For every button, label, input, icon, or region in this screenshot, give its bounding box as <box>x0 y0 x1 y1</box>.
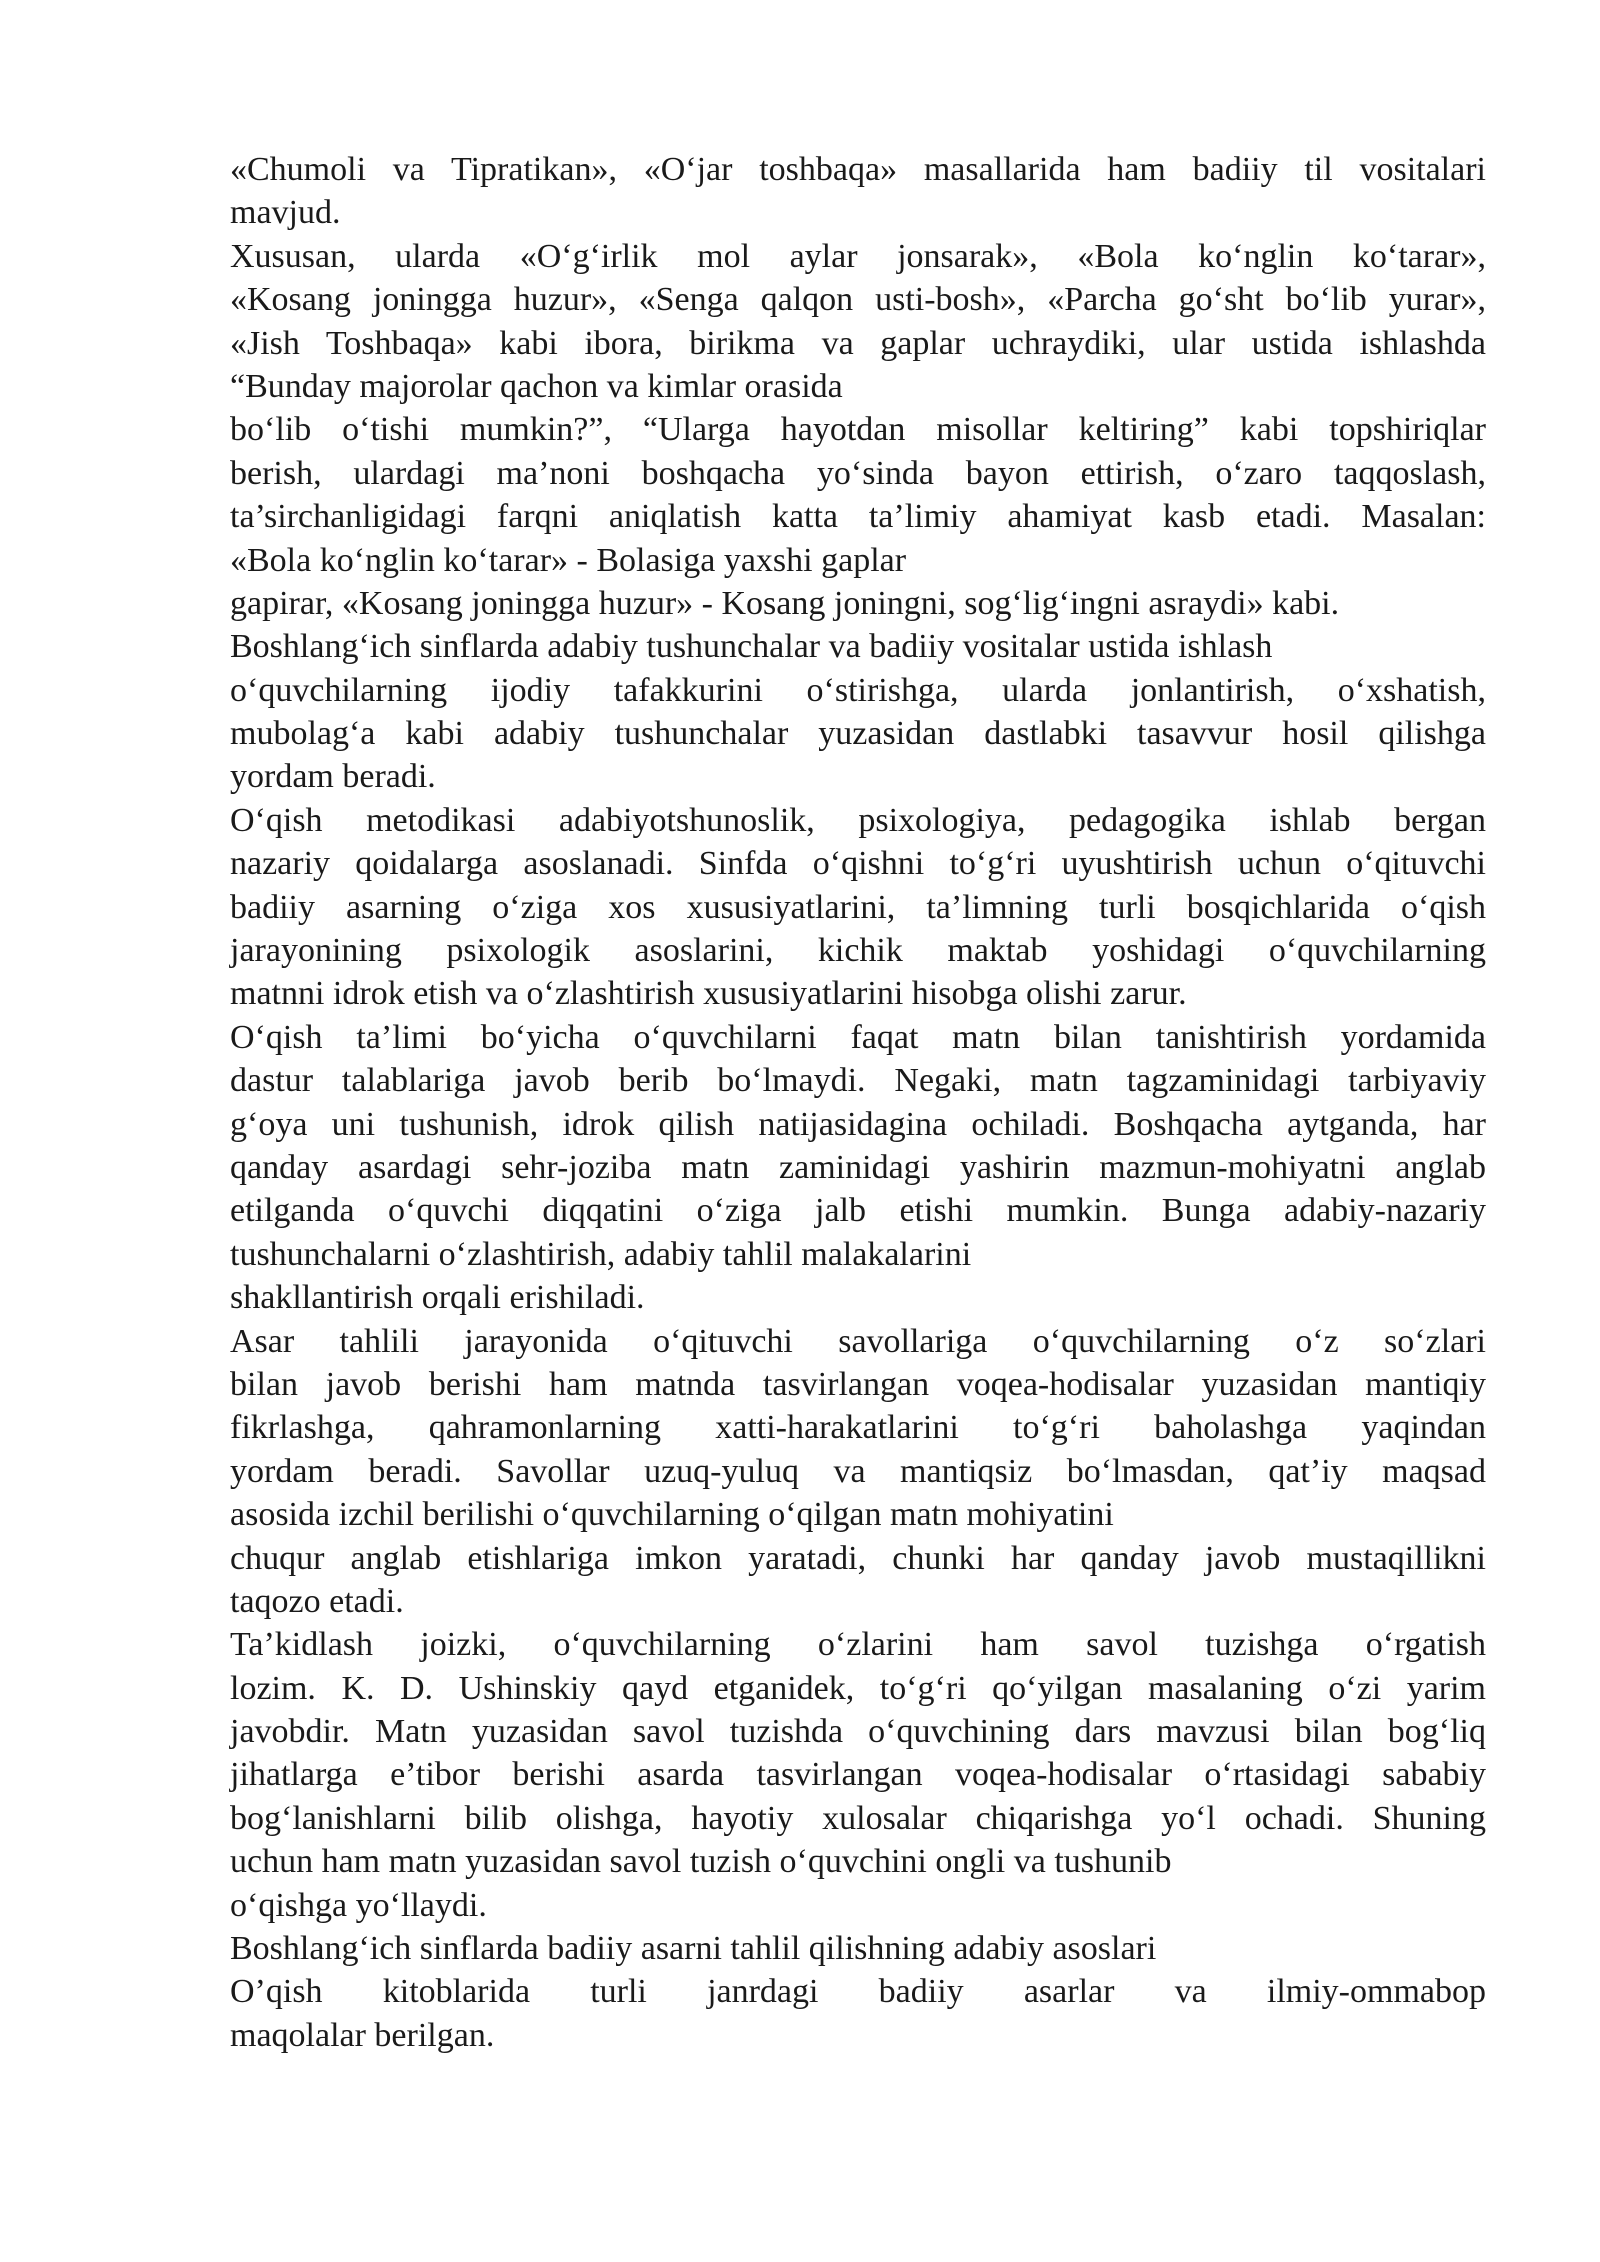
text-line: berish, ulardagi ma’noni boshqacha yo‘sinda bayon ettirish, o‘zaro taqqoslash, <box>230 454 1486 492</box>
text-line: mavjud. <box>230 194 341 232</box>
text-line: «Jish Toshbaqa» kabi ibora, birikma va gaplar uchraydiki, ular ustida ishlashda <box>230 324 1486 362</box>
text-line: bo‘lib o‘tishi mumkin?”, “Ularga hayotdan misollar keltiring” kabi topshiriqlar <box>230 411 1486 449</box>
text-line: nazariy qoidalarga asoslanadi. Sinfda o‘qishni to‘g‘ri uyushtirish uchun o‘qituvchi <box>230 845 1486 883</box>
text-line: javobdir. Matn yuzasidan savol tuzishda o‘quvchining dars mavzusi bilan bog‘liq <box>230 1713 1486 1751</box>
text-line: Asar tahlili jarayonida o‘qituvchi savollariga o‘quvchilarning o‘z so‘zlari <box>230 1322 1486 1360</box>
text-line: chuqur anglab etishlariga imkon yaratadi, chunki har qanday javob mustaqillikni <box>230 1539 1486 1577</box>
text-line: «Chumoli va Tipratikan», «O‘jar toshbaqa» masallarida ham badiiy til vositalari <box>230 151 1486 188</box>
text-line: «Bola ko‘nglin ko‘tarar» - Bolasiga yaxshi gaplar <box>230 541 907 579</box>
text-line: bog‘lanishlarni bilib olishga, hayotiy xulosalar chiqarishga yo‘l ochadi. Shuning <box>230 1799 1486 1837</box>
text-line: jihatlarga e’tibor berishi asarda tasvirlangan voqea-hodisalar o‘rtasidagi sababiy <box>230 1756 1486 1794</box>
text-line: O‘qish ta’limi bo‘yicha o‘quvchilarni faqat matn bilan tanishtirish yordamida <box>230 1018 1486 1056</box>
text-line: asosida izchil berilishi o‘quvchilarning o‘qilgan matn mohiyatini <box>230 1496 1114 1534</box>
text-line: Xususan, ularda «O‘g‘irlik mol aylar jonsarak», «Bola ko‘nglin ko‘tarar», <box>230 237 1486 275</box>
text-line: maqolalar berilgan. <box>230 2016 495 2054</box>
text-line: o‘quvchilarning ijodiy tafakkurini o‘stirishga, ularda jonlantirish, o‘xshatish, <box>230 671 1486 709</box>
text-line: badiiy asarning o‘ziga xos xususiyatlarini, ta’limning turli bosqichlarida o‘qish <box>230 888 1486 926</box>
text-line: mubolag‘a kabi adabiy tushunchalar yuzasidan dastlabki tasavvur hosil qilishga <box>230 715 1486 753</box>
text-line: shakllantirish orqali erishiladi. <box>230 1279 645 1317</box>
text-line: bilan javob berishi ham matnda tasvirlangan voqea-hodisalar yuzasidan mantiqiy <box>230 1365 1486 1403</box>
text-line: gapirar, «Kosang joningga huzur» - Kosang joningni, sog‘lig‘ingni asraydi» kabi. <box>230 584 1340 622</box>
text-line: matnni idrok etish va o‘zlashtirish xususiyatlarini hisobga olishi zarur. <box>230 975 1187 1013</box>
text-line: lozim. K. D. Ushinskiy qayd etganidek, to‘g‘ri qo‘yilgan masalaning o‘zi yarim <box>230 1669 1486 1707</box>
text-line: O’qish kitoblarida turli janrdagi badiiy asarlar va ilmiy-ommabop <box>230 1973 1486 2011</box>
text-line: ta’sirchanligidagi farqni aniqlatish katta ta’limiy ahamiyat kasb etadi. Masalan: <box>230 498 1486 536</box>
text-line: jarayonining psixologik asoslarini, kichik maktab yoshidagi o‘quvchilarning <box>230 932 1486 970</box>
text-line: O‘qish metodikasi adabiyotshunoslik, psixologiya, pedagogika ishlab bergan <box>230 801 1486 839</box>
text-line: dastur talablariga javob berib bo‘lmaydi. Negaki, matn tagzaminidagi tarbiyaviy <box>230 1062 1486 1100</box>
text-line: etilganda o‘quvchi diqqatini o‘ziga jalb etishi mumkin. Bunga adabiy-nazariy <box>230 1192 1486 1230</box>
text-line: Boshlang‘ich sinflarda adabiy tushunchalar va badiiy vositalar ustida ishlash <box>230 628 1273 666</box>
text-line: “Bunday majorolar qachon va kimlar orasida <box>230 367 843 405</box>
text-line: taqozo etadi. <box>230 1582 404 1620</box>
text-line: «Kosang joningga huzur», «Senga qalqon usti-bosh», «Parcha go‘sht bo‘lib yurar», <box>230 281 1486 319</box>
text-line: yordam beradi. Savollar uzuq-yuluq va mantiqsiz bo‘lmasdan, qat’iy maqsad <box>230 1452 1486 1490</box>
text-line: o‘qishga yo‘llaydi. <box>230 1886 487 1924</box>
text-line: g‘oya uni tushunish, idrok qilish natijasidagina ochiladi. Boshqacha aytganda, har <box>230 1105 1486 1143</box>
section-heading: Boshlang‘ich sinflarda badiiy asarni tahlil qilishning adabiy asoslari <box>230 1930 1157 1968</box>
document-page <box>230 148 1486 2057</box>
text-line: Ta’kidlash joizki, o‘quvchilarning o‘zlarini ham savol tuzishga o‘rgatish <box>230 1626 1486 1664</box>
text-line: tushunchalarni o‘zlashtirish, adabiy tahlil malakalarini <box>230 1235 972 1273</box>
text-line: uchun ham matn yuzasidan savol tuzish o‘quvchini ongli va tushunib <box>230 1843 1172 1881</box>
text-line: qanday asardagi sehr-joziba matn zaminidagi yashirin mazmun-mohiyatni anglab <box>230 1148 1486 1186</box>
text-line: fikrlashga, qahramonlarning xatti-harakatlarini to‘g‘ri baholashga yaqindan <box>230 1409 1486 1447</box>
text-line: yordam beradi. <box>230 758 436 796</box>
